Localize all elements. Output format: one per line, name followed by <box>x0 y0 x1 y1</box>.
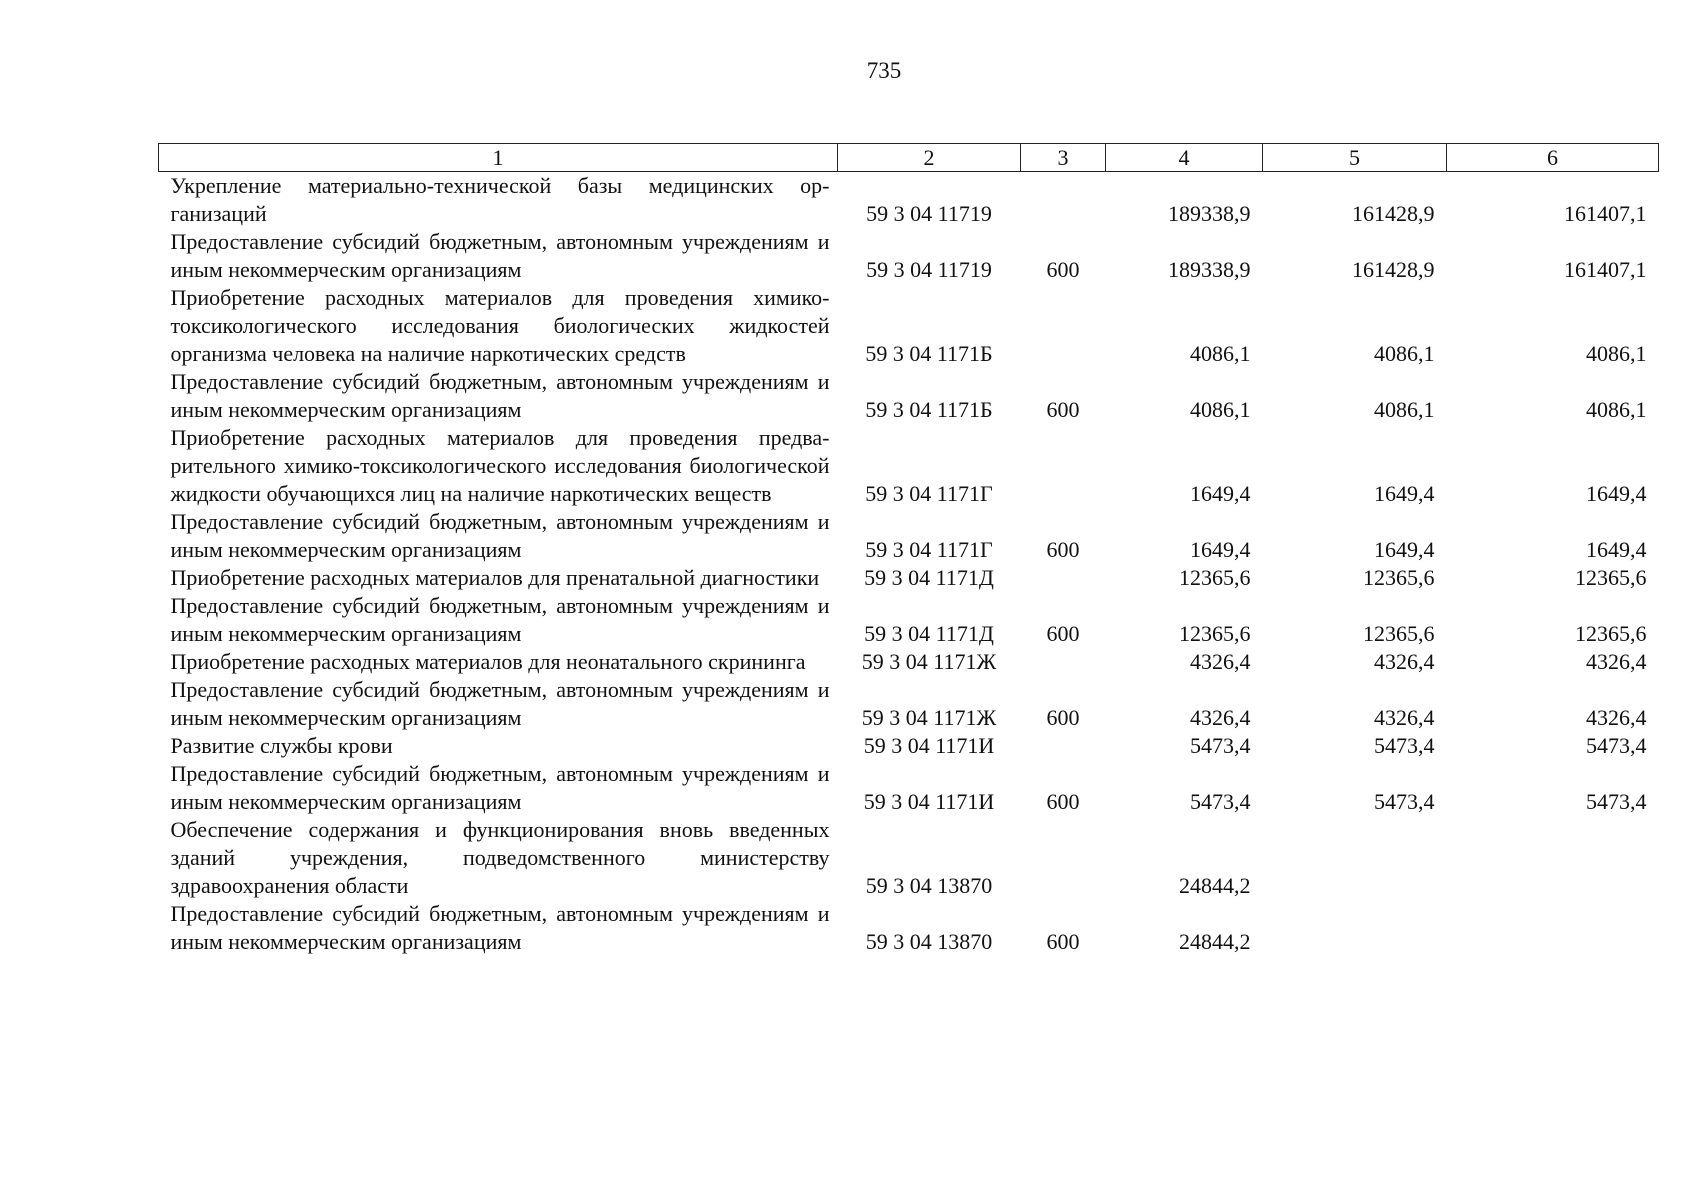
row-amount-col4: 24844,2 <box>1179 873 1251 898</box>
row-name: Предоставление субсидий бюджетным, автономным учреждениям и иным некоммерческим организациям <box>170 593 830 646</box>
row-code: 59 3 04 1171Г <box>865 481 993 506</box>
row-amount-col5: 4086,1 <box>1374 341 1435 366</box>
row-amount-col5: 1649,4 <box>1374 481 1435 506</box>
row-expense-type: 600 <box>1046 789 1080 814</box>
row-amount-col6: 4086,1 <box>1586 397 1647 422</box>
row-amount-col4: 12365,6 <box>1179 565 1251 590</box>
row-amount-col5: 5473,4 <box>1374 789 1435 814</box>
table-row <box>159 508 1659 564</box>
row-name: Предоставление субсидий бюджетным, автономным учреждениям и иным некоммерческим организациям <box>170 509 830 562</box>
row-amount-col4: 189338,9 <box>1168 201 1251 226</box>
row-amount-col4: 4326,4 <box>1190 705 1251 730</box>
table-row <box>159 760 1659 816</box>
row-amount-col5 <box>1263 900 1447 956</box>
row-code: 59 3 04 11719 <box>866 201 992 226</box>
column-header-3: 3 <box>1021 144 1106 172</box>
row-expense-type: 600 <box>1046 929 1080 954</box>
column-header-4: 4 <box>1106 144 1263 172</box>
row-expense-type <box>1021 648 1106 676</box>
row-name: Предоставление субсидий бюджетным, автономным учреждениям и иным некоммерческим организациям <box>170 761 830 814</box>
table-row <box>159 732 1659 760</box>
column-header-5: 5 <box>1263 144 1447 172</box>
row-amount-col5: 12365,6 <box>1363 565 1435 590</box>
row-code: 59 3 04 13870 <box>865 929 993 954</box>
row-amount-col4: 5473,4 <box>1190 789 1251 814</box>
row-code: 59 3 04 13870 <box>865 873 993 898</box>
row-amount-col6: 12365,6 <box>1575 565 1647 590</box>
column-header-1: 1 <box>159 144 838 172</box>
row-amount-col4: 12365,6 <box>1179 621 1251 646</box>
row-code: 59 3 04 1171Г <box>865 537 993 562</box>
row-amount-col5: 4326,4 <box>1374 705 1435 730</box>
row-name: Предоставление субсидий бюджетным, автономным учреждениям и иным некоммерческим организациям <box>170 369 830 422</box>
row-expense-type: 600 <box>1046 705 1080 730</box>
row-name: Приобретение расходных материалов для неонатального скрининга <box>170 649 806 674</box>
table-row <box>159 228 1659 284</box>
row-amount-col5 <box>1263 816 1447 900</box>
row-amount-col4: 4326,4 <box>1190 649 1251 674</box>
table-row <box>159 284 1659 368</box>
table-row <box>159 816 1659 900</box>
row-amount-col5: 1649,4 <box>1374 537 1435 562</box>
row-amount-col6: 5473,4 <box>1586 733 1647 758</box>
table-row <box>159 592 1659 648</box>
page-number: 735 <box>866 58 902 83</box>
row-amount-col5: 161428,9 <box>1352 257 1435 282</box>
row-code: 59 3 04 11719 <box>866 257 992 282</box>
table-row <box>159 172 1659 229</box>
row-expense-type <box>1021 284 1106 368</box>
table-row <box>159 424 1659 508</box>
row-amount-col5: 4326,4 <box>1374 649 1435 674</box>
row-name: Приобретение расходных материалов для проведения предварительного химико-токсикологического исследования биологической жидкости обучающихся лиц на наличие наркотических веществ <box>170 425 830 506</box>
row-code: 59 3 04 1171И <box>863 733 995 758</box>
row-amount-col5: 161428,9 <box>1352 201 1435 226</box>
row-amount-col6: 5473,4 <box>1586 789 1647 814</box>
row-expense-type <box>1021 564 1106 592</box>
row-amount-col4: 1649,4 <box>1190 537 1251 562</box>
row-code: 59 3 04 1171Д <box>864 621 994 646</box>
row-amount-col4: 5473,4 <box>1190 733 1251 758</box>
row-name: Предоставление субсидий бюджетным, автономным учреждениям и иным некоммерческим организациям <box>170 901 830 954</box>
table-row <box>159 676 1659 732</box>
row-name: Приобретение расходных материалов для проведения химико-токсикологического исследования биологических жидкостей организма человека на наличие наркотических средств <box>170 285 830 366</box>
row-amount-col6: 4326,4 <box>1586 705 1647 730</box>
row-name: Приобретение расходных материалов для пренатальной диагностики <box>170 565 820 590</box>
table-row <box>159 368 1659 424</box>
row-expense-type <box>1021 816 1106 900</box>
column-header-2: 2 <box>838 144 1021 172</box>
row-amount-col6: 12365,6 <box>1575 621 1647 646</box>
table-header-row <box>159 144 1659 172</box>
row-amount-col6: 4086,1 <box>1586 341 1647 366</box>
row-expense-type <box>1021 732 1106 760</box>
table-row <box>159 648 1659 676</box>
row-expense-type: 600 <box>1046 537 1080 562</box>
row-amount-col4: 24844,2 <box>1179 929 1251 954</box>
row-amount-col6 <box>1447 900 1659 956</box>
row-amount-col6: 1649,4 <box>1586 481 1647 506</box>
row-expense-type: 600 <box>1046 621 1080 646</box>
row-expense-type <box>1021 172 1106 229</box>
row-amount-col5: 5473,4 <box>1374 733 1435 758</box>
row-code: 59 3 04 1171Б <box>865 341 993 366</box>
row-name: Обеспечение содержания и функционирования вновь введенных зданий учреждения, подведомственного министерству здравоохранения области <box>170 817 830 898</box>
row-expense-type: 600 <box>1046 397 1080 422</box>
row-amount-col5: 4086,1 <box>1374 397 1435 422</box>
row-code: 59 3 04 1171И <box>863 789 995 814</box>
row-amount-col4: 1649,4 <box>1190 481 1251 506</box>
row-code: 59 3 04 1171Д <box>864 565 994 590</box>
row-name: Развитие службы крови <box>170 733 393 758</box>
row-amount-col5: 12365,6 <box>1363 621 1435 646</box>
row-name: Предоставление субсидий бюджетным, автономным учреждениям и иным некоммерческим организациям <box>170 229 830 282</box>
row-amount-col4: 189338,9 <box>1168 257 1251 282</box>
table-row <box>159 564 1659 592</box>
row-amount-col6: 1649,4 <box>1586 537 1647 562</box>
row-amount-col6: 161407,1 <box>1564 201 1647 226</box>
row-amount-col6 <box>1447 816 1659 900</box>
row-code: 59 3 04 1171Ж <box>861 649 997 674</box>
row-amount-col4: 4086,1 <box>1190 341 1251 366</box>
row-expense-type <box>1021 424 1106 508</box>
row-expense-type: 600 <box>1046 257 1080 282</box>
row-name: Укрепление материально-технической базы медицинских организаций <box>170 173 830 226</box>
row-code: 59 3 04 1171Ж <box>861 705 997 730</box>
row-amount-col6: 161407,1 <box>1564 257 1647 282</box>
column-header-6: 6 <box>1447 144 1659 172</box>
budget-table <box>158 143 1659 956</box>
row-code: 59 3 04 1171Б <box>865 397 993 422</box>
row-name: Предоставление субсидий бюджетным, автономным учреждениям и иным некоммерческим организациям <box>170 677 830 730</box>
row-amount-col6: 4326,4 <box>1586 649 1647 674</box>
row-amount-col4: 4086,1 <box>1190 397 1251 422</box>
table-row <box>159 900 1659 956</box>
